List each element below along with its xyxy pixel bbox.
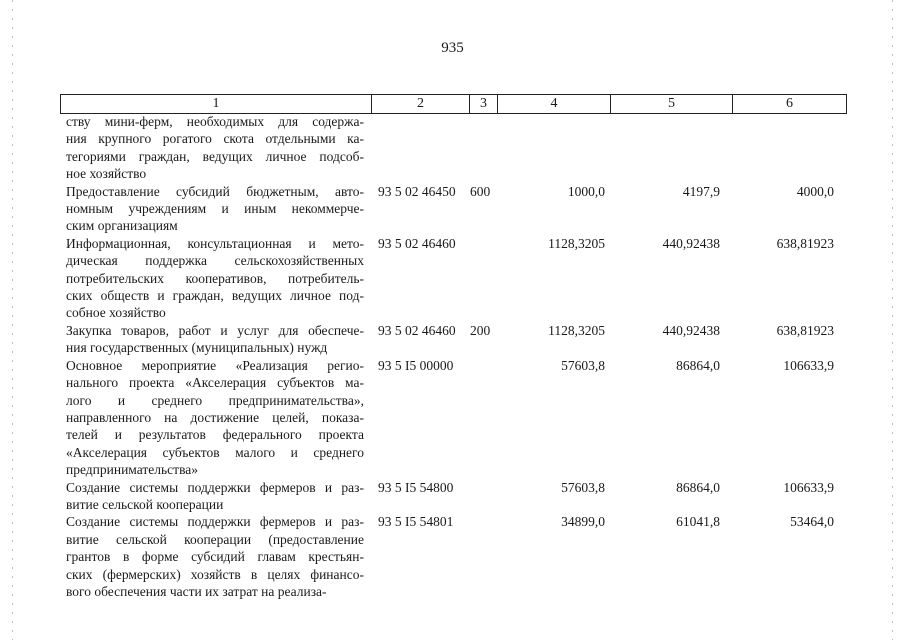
row-value-col5: 86864,0: [676, 479, 720, 495]
scan-edge-left: [12, 0, 13, 640]
row-description: [60, 479, 364, 514]
row-description: [60, 357, 364, 479]
page-number: 935: [441, 40, 464, 56]
table-row: [60, 357, 834, 479]
row-value-col4: 57603,8: [561, 479, 605, 495]
row-value-col4: 1128,3205: [548, 322, 605, 338]
description-line: Основное мероприятие «Реализация регио-: [66, 357, 364, 373]
row-value-col6: 53464,0: [790, 514, 834, 530]
row-expense-type: 200: [470, 322, 491, 338]
description-line: Создание системы поддержки фермеров и раз-: [66, 479, 364, 495]
row-value-col5: 61041,8: [676, 514, 720, 530]
table-row: [60, 479, 834, 514]
description-line: собное хозяйство: [66, 305, 166, 321]
row-description: [60, 113, 364, 183]
scan-edge-right: [892, 0, 893, 640]
description-line: грантов в форме субсидий главам крестьян-: [66, 549, 364, 565]
description-line: потребительских кооперативов, потребитель-: [66, 270, 364, 286]
description-line: Предоставление субсидий бюджетным, авто-: [66, 183, 364, 199]
description-line: Закупка товаров, работ и услуг для обеспече-: [66, 322, 364, 338]
description-line: «Акселерация субъектов малого и среднего: [66, 444, 364, 460]
row-code: 93 5 02 46460: [378, 235, 456, 251]
row-code: 93 5 02 46450: [378, 183, 456, 199]
description-line: тегориями граждан, ведущих личное подсоб-: [66, 148, 364, 164]
description-line: ских (фермерских) хозяйств в целях финансо-: [66, 566, 364, 582]
row-value-col5: 4197,9: [682, 183, 720, 199]
row-code: 93 5 I5 54801: [378, 514, 454, 530]
header-col-4: 4: [497, 95, 610, 113]
row-description: [60, 513, 364, 600]
table-body: [60, 113, 834, 600]
table-row: [60, 513, 834, 600]
header-col-6: 6: [732, 95, 847, 113]
description-line: предпринимательства»: [66, 462, 199, 478]
description-line: направленного на достижение целей, показа-: [66, 409, 364, 425]
description-line: номным учреждениям и иным некоммерче-: [66, 201, 364, 217]
row-value-col5: 440,92438: [662, 322, 720, 338]
description-line: нального проекта «Акселерация субъектов ма-: [66, 375, 364, 391]
header-col-2: 2: [371, 95, 469, 113]
description-line: лого и среднего предпринимательства»,: [66, 392, 364, 408]
row-value-col5: 440,92438: [662, 235, 720, 251]
header-col-5: 5: [610, 95, 732, 113]
row-value-col4: 57603,8: [561, 357, 605, 373]
table-row: [60, 235, 834, 322]
row-code: 93 5 I5 00000: [378, 357, 454, 373]
row-description: [60, 183, 364, 235]
description-line: витие сельской кооперации (предоставление: [66, 531, 364, 547]
description-line: дическая поддержка сельскохозяйственных: [66, 253, 364, 269]
table-row: [60, 322, 834, 357]
row-description: [60, 322, 364, 357]
table-header: [60, 94, 847, 114]
row-value-col4: 34899,0: [561, 514, 605, 530]
row-value-col6: 638,81923: [776, 322, 834, 338]
table-row: [60, 183, 834, 235]
description-line: ских обществ и граждан, ведущих личное под-: [66, 288, 364, 304]
row-value-col6: 106633,9: [783, 357, 834, 373]
row-description: [60, 235, 364, 322]
description-line: Информационная, консультационная и мето-: [66, 235, 364, 251]
description-line: ским организациям: [66, 218, 178, 234]
description-line: ния крупного рогатого скота отдельными ка-: [66, 131, 364, 147]
table-row: [60, 113, 364, 183]
description-line: витие сельской кооперации: [66, 496, 224, 512]
row-value-col5: 86864,0: [676, 357, 720, 373]
row-value-col6: 106633,9: [783, 479, 834, 495]
description-line: Создание системы поддержки фермеров и раз-: [66, 514, 364, 530]
row-expense-type: 600: [470, 183, 491, 199]
row-value-col4: 1000,0: [567, 183, 605, 199]
row-code: 93 5 I5 54800: [378, 479, 454, 495]
description-line: ству мини-ферм, необходимых для содержа-: [66, 114, 364, 129]
header-col-1: 1: [60, 95, 371, 113]
row-value-col4: 1128,3205: [548, 235, 605, 251]
row-value-col6: 4000,0: [796, 183, 834, 199]
description-line: ния государственных (муниципальных) нужд: [66, 340, 328, 356]
header-col-3: 3: [469, 95, 497, 113]
row-value-col6: 638,81923: [776, 235, 834, 251]
description-line: телей и результатов федерального проекта: [66, 427, 364, 443]
row-code: 93 5 02 46460: [378, 322, 456, 338]
description-line: ное хозяйство: [66, 166, 147, 182]
description-line: вого обеспечения части их затрат на реализа-: [66, 583, 327, 599]
